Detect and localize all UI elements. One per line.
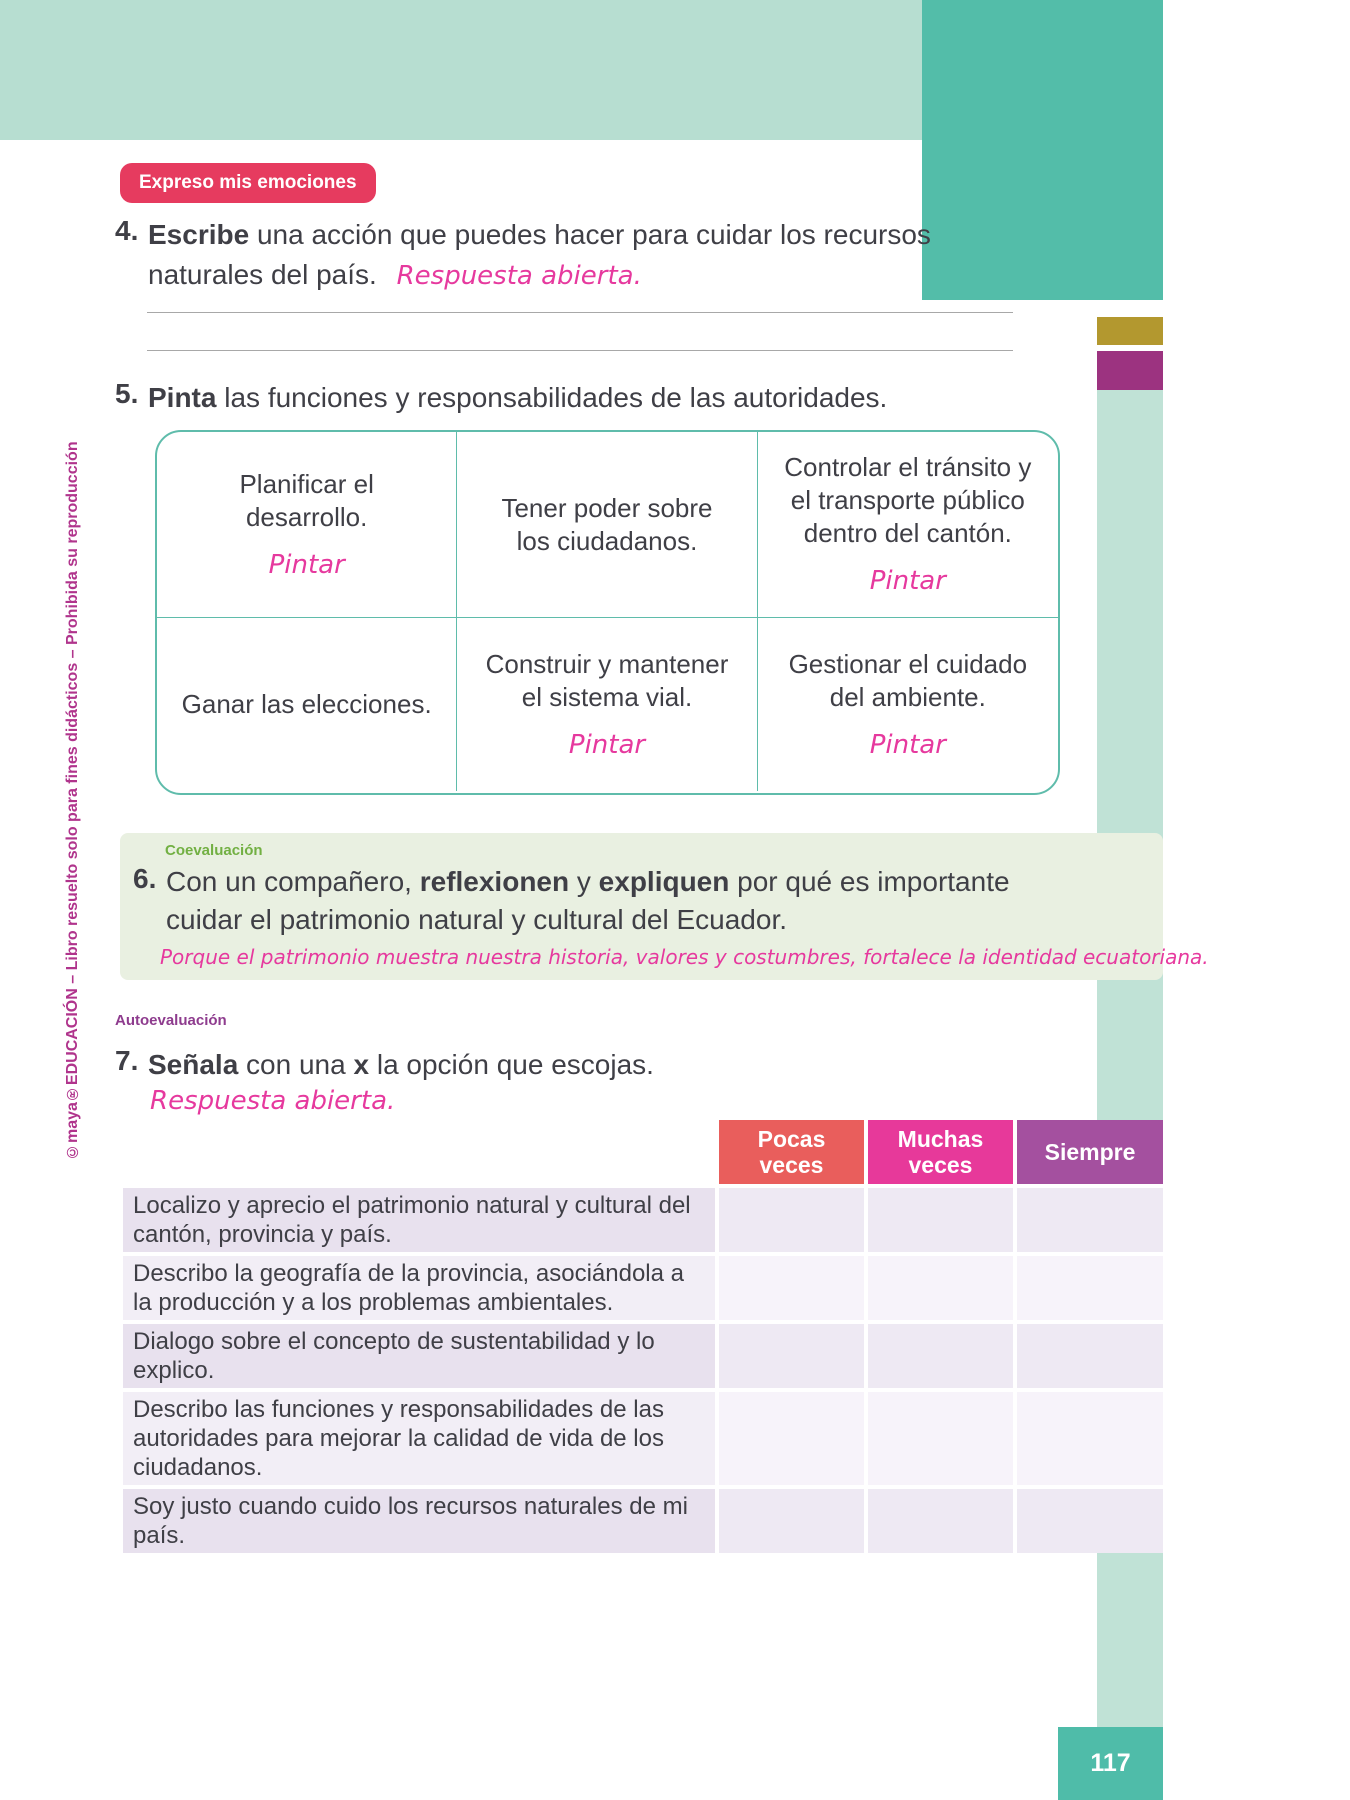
authorities-table: [155, 430, 1060, 795]
coevaluation-label: Coevaluación: [165, 842, 263, 859]
autoevaluation-label: Autoevaluación: [115, 1012, 227, 1029]
exercise-4: [115, 215, 978, 296]
copyright-sidebar: [64, 415, 82, 1160]
cell-controlar-transito[interactable]: [758, 432, 1058, 618]
exercise-5-number: 5.: [115, 378, 139, 409]
statement-cell: Dialogo sobre el concepto de sustentabilidad y lo explico.: [123, 1324, 715, 1388]
option-cell-siempre[interactable]: [1017, 1256, 1163, 1320]
statement-cell: Describo la geografía de la provincia, asociándola a la producción y a los problemas ambientales.: [123, 1256, 715, 1320]
cell-text: Controlar el tránsito y el transporte público dentro del cantón.: [784, 452, 1032, 548]
cell-gestionar-ambiente[interactable]: [758, 618, 1058, 791]
exercise-5-statement: Pinta las funciones y responsabilidades de las autoridades.: [148, 382, 888, 413]
option-cell-muchas[interactable]: [868, 1324, 1013, 1388]
option-cell-siempre[interactable]: [1017, 1392, 1163, 1485]
exercise-6-number: 6.: [133, 863, 157, 894]
publisher-brand: ©maya®EDUCACIÓN: [64, 988, 81, 1160]
exercise-4-statement: Escribe una acción que puedes hacer para cuidar los recursos naturales del país. Respuesta abierta.: [148, 219, 931, 291]
cell-text: Planificar el desarrollo.: [239, 468, 374, 532]
option-cell-muchas[interactable]: [868, 1188, 1013, 1252]
column-header-siempre: Siempre: [1017, 1120, 1163, 1184]
cell-text: Gestionar el cuidado del ambiente.: [788, 648, 1028, 712]
option-cell-pocas[interactable]: [719, 1489, 864, 1553]
answer-line-2[interactable]: [147, 350, 1013, 351]
statement-cell: Localizo y aprecio el patrimonio natural y cultural del cantón, provincia y país.: [123, 1188, 715, 1252]
column-header-muchas-veces: Muchas veces: [868, 1120, 1013, 1184]
exercise-6-statement: Con un compañero, reflexionen y expliquen por qué es importante cuidar el patrimonio natural y cultural del Ecuador.: [166, 866, 1010, 935]
cell-answer-pintar: Pintar: [568, 729, 646, 760]
cell-text: Construir y mantener el sistema vial.: [485, 648, 729, 712]
gold-accent-bar: [1097, 317, 1163, 345]
column-header-pocas-veces: Pocas veces: [719, 1120, 864, 1184]
answer-line-1[interactable]: [147, 312, 1013, 313]
coevaluation-block: [120, 833, 1209, 980]
option-cell-pocas[interactable]: [719, 1392, 864, 1485]
cell-ganar-elecciones[interactable]: [157, 618, 457, 791]
option-cell-muchas[interactable]: [868, 1489, 1013, 1553]
top-mint-band: [0, 0, 922, 140]
self-evaluation-table: [123, 1120, 1163, 1553]
statement-cell: Describo las funciones y responsabilidades de las autoridades para mejorar la calidad de vida de los ciudadanos.: [123, 1392, 715, 1485]
page-number: 117: [1058, 1727, 1163, 1800]
header-spacer: [123, 1120, 715, 1184]
exercise-7: [115, 1045, 768, 1085]
statement-cell: Soy justo cuando cuido los recursos naturales de mi país.: [123, 1489, 715, 1553]
option-cell-pocas[interactable]: [719, 1188, 864, 1252]
option-cell-muchas[interactable]: [868, 1256, 1013, 1320]
exercise-7-number: 7.: [115, 1045, 139, 1076]
option-cell-siempre[interactable]: [1017, 1188, 1163, 1252]
exercise-7-statement: Señala con una x la opción que escojas.: [148, 1049, 654, 1080]
option-cell-pocas[interactable]: [719, 1256, 864, 1320]
emotions-badge: Expreso mis emociones: [120, 163, 376, 203]
legal-text: – Libro resuelto solo para fines didácticos – Prohibida su reproducción: [64, 441, 81, 989]
exercise-6: [133, 863, 1046, 939]
exercise-5: [115, 378, 1128, 418]
cell-planificar-desarrollo[interactable]: [157, 432, 457, 618]
exercise-4-answer: Respuesta abierta.: [396, 261, 642, 291]
exercise-4-number: 4.: [115, 215, 139, 246]
right-mint-stripe: [1097, 390, 1163, 1800]
cell-tener-poder[interactable]: [457, 432, 757, 618]
cell-construir-vial[interactable]: [457, 618, 757, 791]
cell-answer-pintar: Pintar: [869, 566, 946, 596]
option-cell-siempre[interactable]: [1017, 1489, 1163, 1553]
cell-answer-pintar: Pintar: [869, 729, 946, 760]
option-cell-siempre[interactable]: [1017, 1324, 1163, 1388]
cell-text: Ganar las elecciones.: [181, 689, 432, 719]
option-cell-pocas[interactable]: [719, 1324, 864, 1388]
exercise-6-answer: Porque el patrimonio muestra nuestra historia, valores y costumbres, fortalece la identidad ecuatoriana.: [160, 945, 1209, 969]
exercise-7-answer: Respuesta abierta.: [150, 1086, 396, 1116]
option-cell-muchas[interactable]: [868, 1392, 1013, 1485]
cell-text: Tener poder sobre los ciudadanos.: [501, 492, 713, 556]
cell-answer-pintar: Pintar: [268, 549, 345, 580]
